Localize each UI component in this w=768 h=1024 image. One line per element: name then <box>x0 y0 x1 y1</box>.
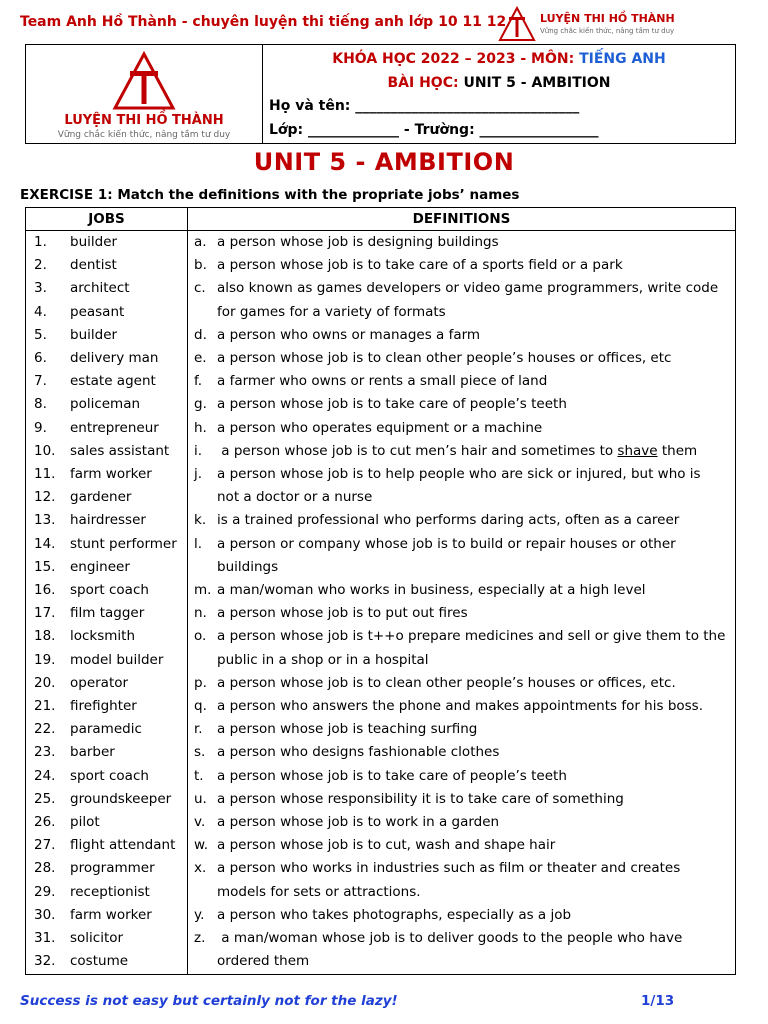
definition-l: l. a person or company whose job is to build or repair houses or other <box>194 536 676 552</box>
job-item: 25. groundskeeper <box>34 791 172 807</box>
top-title: Team Anh Hồ Thành - chuyên luyện thi tiếng anh lớp 10 11 12 <box>20 14 507 30</box>
jobs-header: JOBS <box>88 211 125 227</box>
job-item: 23. barber <box>34 744 115 760</box>
job-item: 21. firefighter <box>34 698 137 714</box>
top-logo <box>498 6 698 42</box>
lesson-prefix: BÀI HỌC: <box>387 75 464 91</box>
definition-g: g. a person whose job is to take care of people’s teeth <box>194 396 567 412</box>
lesson-line <box>263 75 735 91</box>
header-box <box>25 44 736 144</box>
logo-icon <box>498 6 536 42</box>
job-item: 11. farm worker <box>34 466 152 482</box>
course-line <box>263 51 735 67</box>
job-item: 12. gardener <box>34 489 132 505</box>
job-item: 19. model builder <box>34 652 164 668</box>
definition-j: j. a person whose job is to help people who are sick or injured, but who is <box>194 466 701 482</box>
definition-e: e. a person whose job is to clean other people’s houses or offices, etc <box>194 350 672 366</box>
job-item: 20. operator <box>34 675 129 691</box>
header-info-panel <box>263 45 735 143</box>
header-brand: LUYỆN THI HỒ THÀNH <box>64 113 224 128</box>
job-item: 9. entrepreneur <box>34 420 159 436</box>
job-item: 26. pilot <box>34 814 100 830</box>
job-item: 18. locksmith <box>34 628 136 644</box>
lesson-name: UNIT 5 - AMBITION <box>463 75 611 91</box>
job-item: 32. costume <box>34 953 129 969</box>
job-item: 17. film tagger <box>34 605 145 621</box>
definition-q: q. a person who answers the phone and makes appointments for his boss. <box>194 698 703 714</box>
page-number: 1/13 <box>641 993 675 1009</box>
definition-d: d. a person who owns or manages a farm <box>194 327 481 343</box>
job-item: 14. stunt performer <box>34 536 177 552</box>
definition-u: u. a person whose responsibility it is to take care of something <box>194 791 624 807</box>
job-item: 3. architect <box>34 280 130 296</box>
definition-x: x. a person who works in industries such as film or theater and creates <box>194 860 681 876</box>
definition-h: h. a person who operates equipment or a machine <box>194 420 543 436</box>
definitions-header: DEFINITIONS <box>412 211 511 227</box>
job-item: 22. paramedic <box>34 721 142 737</box>
job-item: 4. peasant <box>34 304 125 320</box>
job-item: 29. receptionist <box>34 884 150 900</box>
course-prefix: KHÓA HỌC 2022 – 2023 - MÔN: <box>332 51 580 67</box>
definition-y: y. a person who takes photographs, especially as a job <box>194 907 572 923</box>
definition-z: z. a man/woman whose job is to deliver goods to the people who have <box>194 930 683 946</box>
definition-k: k. is a trained professional who performs daring acts, often as a career <box>194 512 680 528</box>
course-subject: TIẾNG ANH <box>579 51 666 67</box>
definition-z-continued: ordered them <box>217 953 310 969</box>
job-item: 1. builder <box>34 234 118 250</box>
definition-m: m. a man/woman who works in business, especially at a high level <box>194 582 646 598</box>
definition-r: r. a person whose job is teaching surfing <box>194 721 478 737</box>
top-logo-slogan: Vững chắc kiến thức, nâng tầm tư duy <box>540 27 675 35</box>
job-item: 31. solicitor <box>34 930 124 946</box>
exercise-title: EXERCISE 1: Match the definitions with the propriate jobs’ names <box>20 187 520 203</box>
job-item: 24. sport coach <box>34 768 149 784</box>
job-item: 28. programmer <box>34 860 155 876</box>
job-item: 15. engineer <box>34 559 130 575</box>
definition-c: c. also known as games developers or video game programmers, write code <box>194 280 719 296</box>
class-school-field[interactable]: Lớp: _____________ - Trường: _________________ <box>269 122 599 138</box>
top-logo-brand: LUYỆN THI HỒ THÀNH <box>540 12 675 25</box>
header-slogan: Vững chắc kiến thức, nâng tầm tư duy <box>57 130 231 140</box>
definition-w: w. a person whose job is to cut, wash and shape hair <box>194 837 556 853</box>
definition-l-continued: buildings <box>217 559 279 575</box>
job-item: 6. delivery man <box>34 350 159 366</box>
definition-b: b. a person whose job is to take care of a sports field or a park <box>194 257 623 273</box>
definition-p: p. a person whose job is to clean other people’s houses or offices, etc. <box>194 675 676 691</box>
unit-title: UNIT 5 - AMBITION <box>253 148 515 176</box>
definition-o-continued: public in a shop or in a hospital <box>217 652 429 668</box>
definition-o: o. a person whose job is t++o prepare medicines and sell or give them to the <box>194 628 726 644</box>
job-item: 10. sales assistant <box>34 443 170 459</box>
header-logo-panel <box>26 45 263 143</box>
matching-table <box>25 207 736 975</box>
definition-f: f. a farmer who owns or rents a small piece of land <box>194 373 548 389</box>
definition-v: v. a person whose job is to work in a garden <box>194 814 500 830</box>
job-item: 8. policeman <box>34 396 141 412</box>
job-item: 5. builder <box>34 327 118 343</box>
job-item: 7. estate agent <box>34 373 156 389</box>
job-item: 2. dentist <box>34 257 117 273</box>
student-name-field[interactable]: Họ và tên: ________________________________ <box>269 98 580 114</box>
logo-icon <box>112 51 176 111</box>
definition-x-continued: models for sets or attractions. <box>217 884 421 900</box>
definition-t: t. a person whose job is to take care of people’s teeth <box>194 768 567 784</box>
job-item: 16. sport coach <box>34 582 149 598</box>
table-divider <box>187 208 188 974</box>
definition-j-continued: not a doctor or a nurse <box>217 489 373 505</box>
definition-n: n. a person whose job is to put out fires <box>194 605 468 621</box>
table-header-rule <box>26 230 735 231</box>
definition-i: i. a person whose job is to cut men’s hair and sometimes to shave them <box>194 443 698 459</box>
job-item: 27. flight attendant <box>34 837 176 853</box>
definition-s: s. a person who designs fashionable clothes <box>194 744 500 760</box>
job-item: 13. hairdresser <box>34 512 146 528</box>
job-item: 30. farm worker <box>34 907 152 923</box>
definition-a: a. a person whose job is designing buildings <box>194 234 499 250</box>
footer-quote: Success is not easy but certainly not for the lazy! <box>20 993 398 1009</box>
definition-c-continued: for games for a variety of formats <box>217 304 446 320</box>
